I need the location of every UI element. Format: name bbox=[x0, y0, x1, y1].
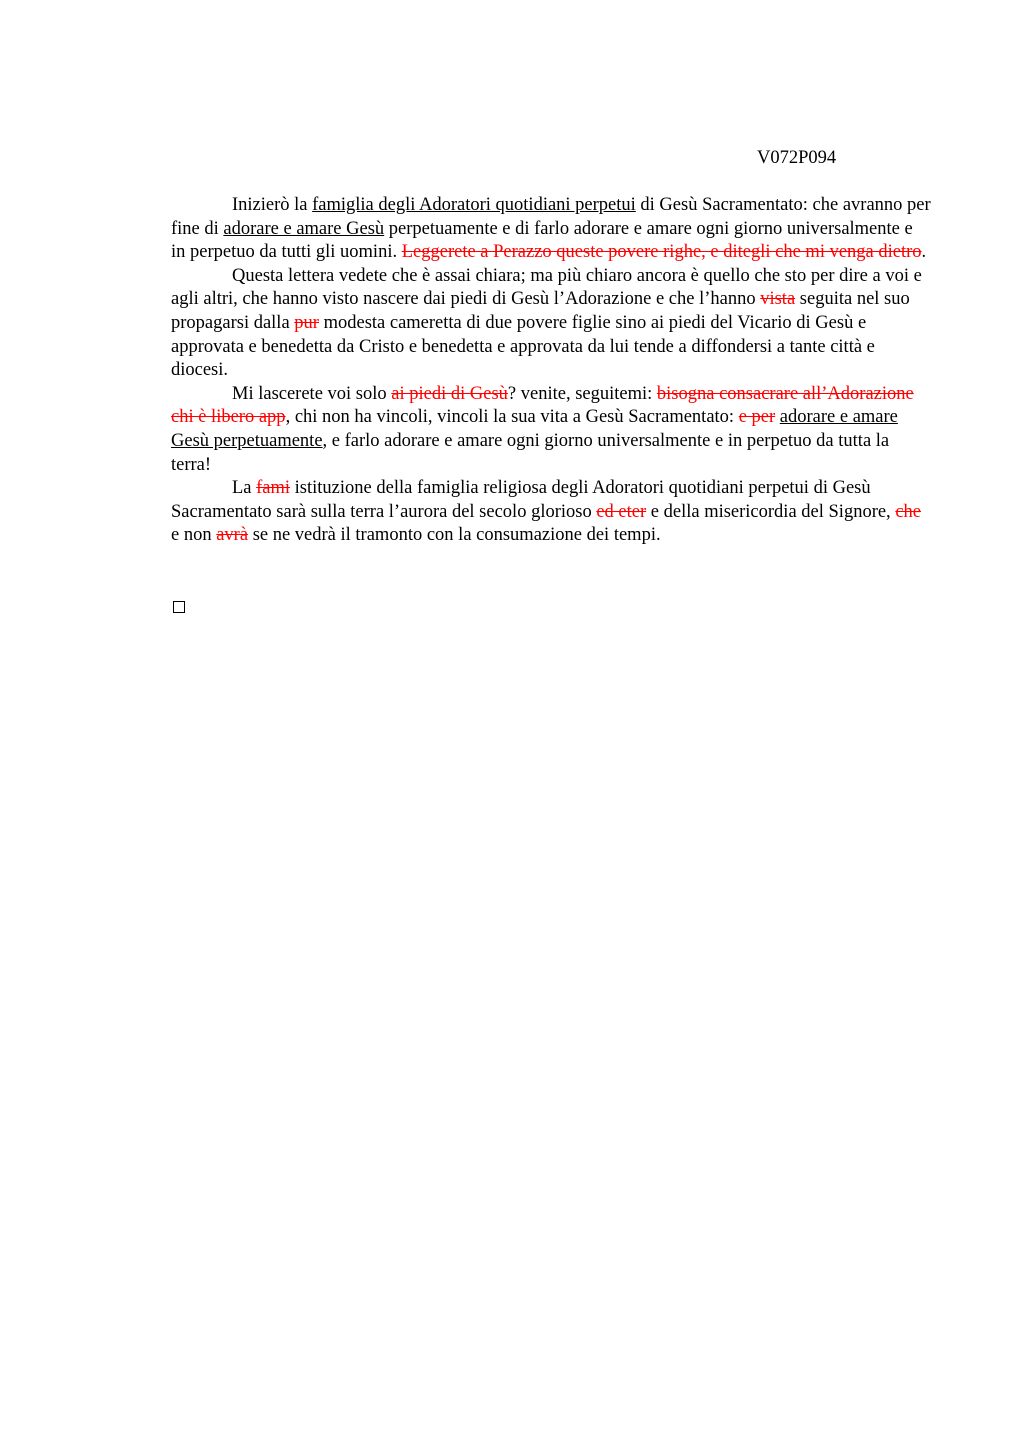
deleted-segment: Leggerete a Perazzo queste povere righe, e ditegli che mi venga dietro bbox=[401, 242, 922, 263]
text-segment: di Gesù Sacramentato: che avranno per fine di bbox=[171, 195, 931, 239]
text-segment: Questa lettera vedete che è assai chiara; ma più chiaro ancora è quello che sto per dire a voi e agli altri, che hanno visto nascere dai piedi di Gesù l’Adorazione e che l’hanno bbox=[171, 265, 922, 310]
text-segment: , chi non ha vincoli, vincoli la sua vita a Gesù Sacramentato: bbox=[285, 407, 739, 428]
text-segment: modesta cameretta di due povere figlie sino ai piedi del Vicario di Gesù e approvata e benedetta da Cristo e benedetta e approvata da lui tende a diffondersi a tante città e diocesi. bbox=[171, 312, 875, 381]
deleted-segment: ai piedi di Gesù bbox=[391, 383, 508, 404]
deleted-segment: avrà bbox=[216, 525, 249, 546]
underlined-segment: adorare e amare Gesù perpetuamente bbox=[171, 407, 898, 451]
text-segment: e della misericordia del Signore, bbox=[646, 501, 896, 522]
text-segment: istituzione della famiglia religiosa degli Adoratori quotidiani perpetui di Gesù Sacramentato sarà sulla terra l’aurora del secolo glorioso bbox=[171, 478, 871, 522]
text-segment: Inizierò la bbox=[232, 195, 313, 215]
empty-checkbox-icon bbox=[173, 601, 185, 613]
text-segment: ? venite, seguitemi: bbox=[507, 383, 657, 404]
deleted-segment: e per bbox=[738, 407, 776, 428]
text-segment: e non bbox=[171, 525, 217, 546]
text-segment: Mi lascerete voi solo bbox=[232, 383, 392, 404]
underlined-segment: famiglia degli Adoratori quotidiani perpetui bbox=[312, 195, 636, 215]
document-body bbox=[171, 194, 931, 548]
deleted-segment: fami bbox=[256, 478, 291, 499]
paragraph-2 bbox=[171, 265, 931, 383]
paragraph-1 bbox=[171, 194, 931, 265]
deleted-segment: vista bbox=[760, 289, 796, 310]
document-code: V072P094 bbox=[757, 148, 837, 168]
deleted-segment: che bbox=[895, 501, 921, 522]
paragraph-3 bbox=[171, 383, 931, 477]
text-segment: seguita nel suo propagarsi dalla bbox=[171, 289, 910, 333]
text-segment: , e farlo adorare e amare ogni giorno universalmente e in perpetuo da tutta la terra! bbox=[171, 430, 890, 475]
underlined-segment: adorare e amare Gesù bbox=[223, 218, 385, 239]
text-segment: La bbox=[232, 478, 257, 499]
deleted-segment: bisogna consacrare all’Adorazione chi è libero app bbox=[171, 383, 914, 428]
deleted-segment: pur bbox=[294, 312, 319, 333]
text-segment: perpetuamente e di farlo adorare e amare ogni giorno universalmente e in perpetuo da tutti gli uomini. bbox=[171, 218, 913, 263]
deleted-segment: ed eter bbox=[596, 501, 647, 522]
paragraph-4 bbox=[171, 477, 931, 548]
text-segment: se ne vedrà il tramonto con la consumazione dei tempi. bbox=[248, 525, 661, 546]
text-segment: . bbox=[921, 242, 927, 263]
